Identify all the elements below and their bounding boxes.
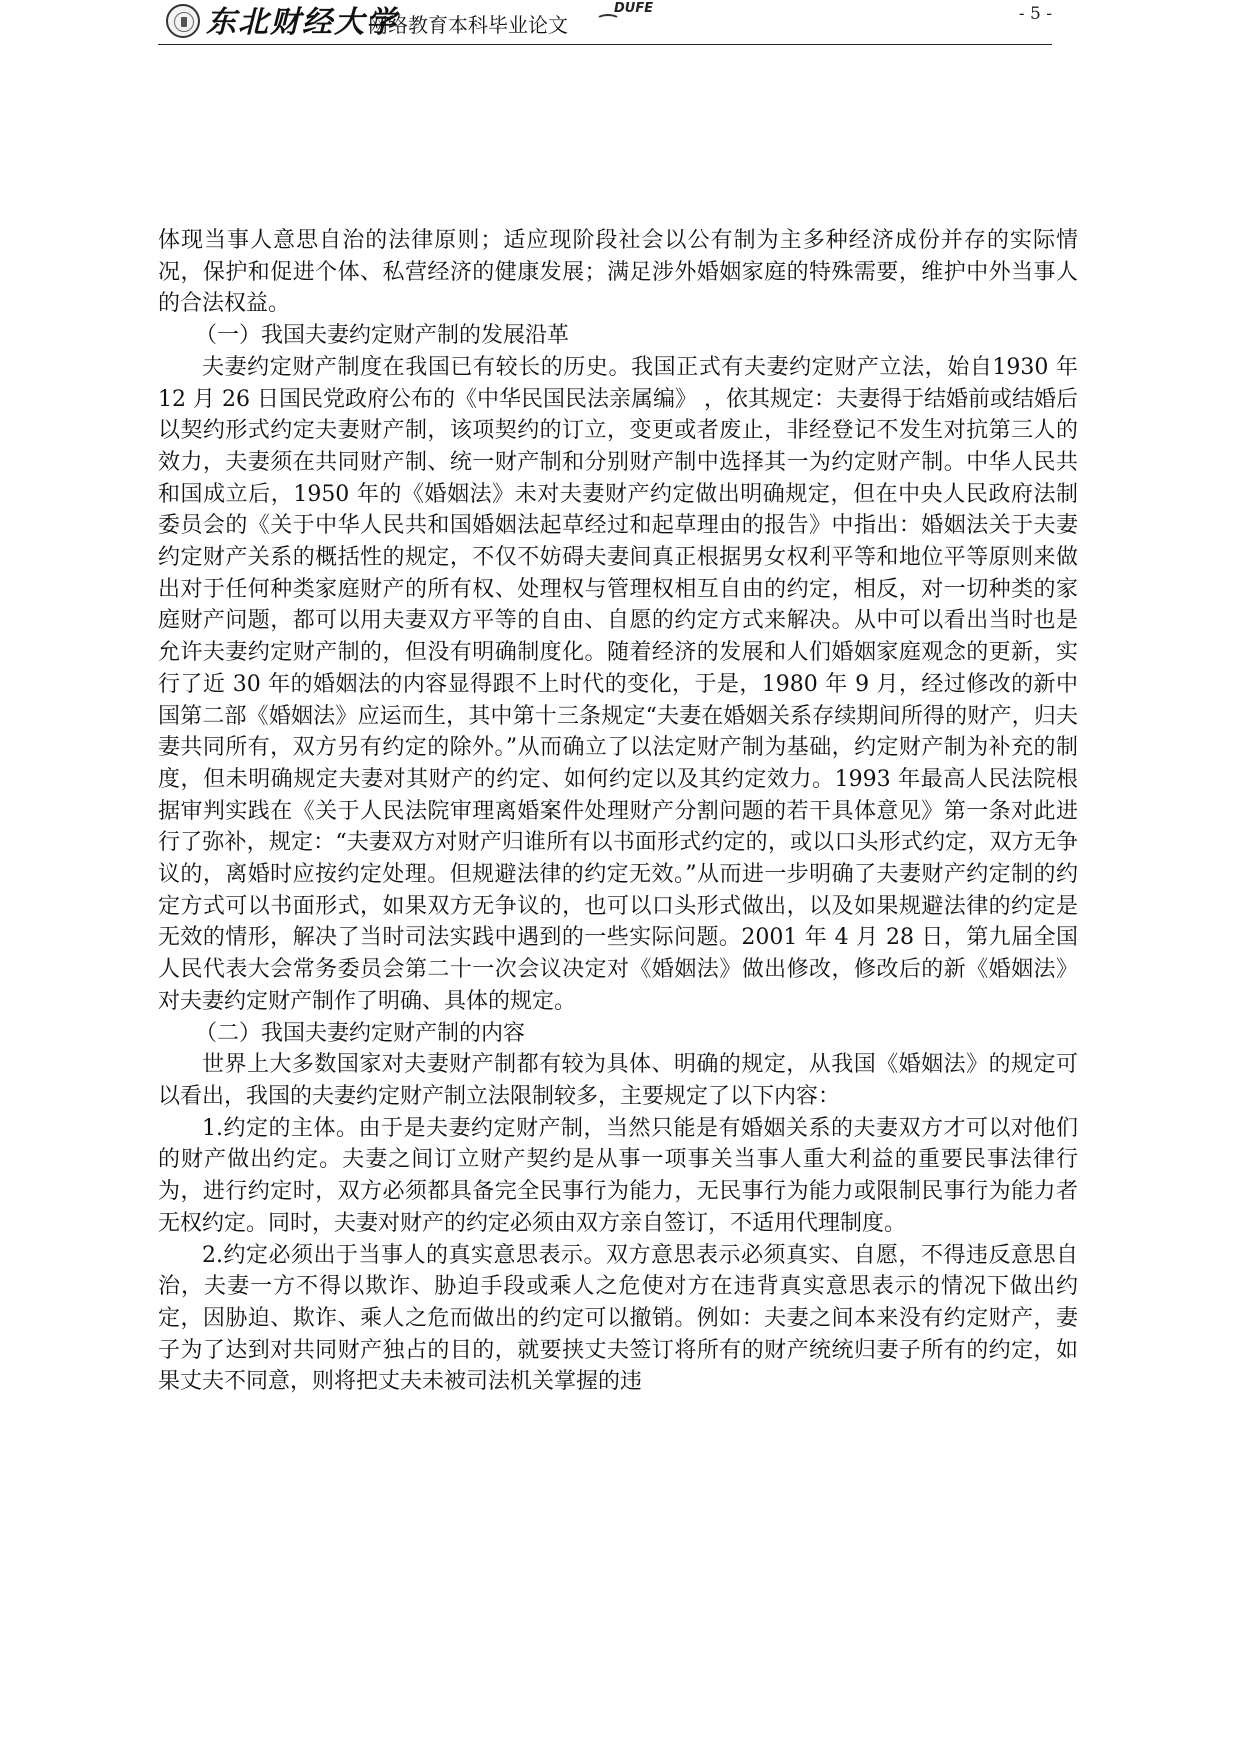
page-number: - 5 - <box>1018 4 1052 24</box>
university-name: 东北财经大学 <box>206 5 398 40</box>
dufe-emblem-icon <box>596 2 658 26</box>
paragraph: 体现当事人意思自治的法律原则；适应现阶段社会以公有制为主多种经济成份并存的实际情况，保护和促进个体、私营经济的健康发展；满足涉外婚姻家庭的特殊需要，维护中外当事人的合法权益。 <box>158 228 1078 317</box>
body-text <box>158 225 1078 1398</box>
university-seal-icon <box>166 4 200 38</box>
page-header <box>158 0 1052 45</box>
paragraph: 世界上大多数国家对夫妻财产制都有较为具体、明确的规定，从我国《婚姻法》的规定可以看出，我国的夫妻约定财产制立法限制较多，主要规定了以下内容： <box>158 1052 1078 1109</box>
section-heading: （一）我国夫妻约定财产制的发展沿革 <box>195 323 570 349</box>
section-heading: （二）我国夫妻约定财产制的内容 <box>195 1020 526 1046</box>
paragraph: 夫妻约定财产制度在我国已有较长的历史。我国正式有夫妻约定财产立法，始自1930 年 12 月 26 日国民党政府公布的《中华民国民法亲属编》 ，依其规定：夫妻得于结婚前或结婚后以契约形式约定夫妻财产制，该项契约的订立，变更或者废止，非经登记不发生对抗第三人的效力，夫妻须在共同财产制、统一财产制和分别财产制中选择其一为约定财产制。中华人民共和国成立后，1950 年的《婚姻法》未对夫妻财产约定做出明确规定，但在中央人民政府法制委员会的《关于中华人民共和国婚姻法起草经过和起草理由的报告》中指出：婚姻法关于夫妻约定财产关系的概括性的规定，不仅不妨碍夫妻间真正根据男女权利平等和地位平等原则来做出对于任何种类家庭财产的所有权、处理权与管理权相互自由的约定，相反，对一切种类的家庭财产问题，都可以用夫妻双方平等的自由、自愿的约定方式来解决。从中可以看出当时也是允许夫妻约定财产制的，但没有明确制度化。随着经济的发展和人们婚姻家庭观念的更新，实行了近 30 年的婚姻法的内容显得跟不上时代的变化，于是，1980 年 9 月，经过修改的新中国第二部《婚姻法》应运而生，其中第十三条规定“夫妻在婚姻关系存续期间所得的财产，归夫妻共同所有，双方另有约定的除外。”从而确立了以法定财产制为基础，约定财产制为补充的制度，但未明确规定夫妻对其财产的约定、如何约定以及其约定效力。1993 年最高人民法院根据审判实践在《关于人民法院审理离婚案件处理财产分割问题的若干具体意见》第一条对此进行了弥补，规定：“夫妻双方对财产归谁所有以书面形式约定的，或以口头形式约定，双方无争议的，离婚时应按约定处理。但规避法律的约定无效。”从而进一步明确了夫妻财产约定制的约定方式可以书面形式，如果双方无争议的，也可以口头形式做出，以及如果规避法律的约定是无效的情形，解决了当时司法实践中遇到的一些实际问题。2001 年 4 月 28 日，第九届全国人民代表大会常务委员会第二十一次会议决定对《婚姻法》做出修改，修改后的新《婚姻法》对夫妻约定财产制作了明确、具体的规定。 <box>158 354 1078 1014</box>
paragraph: 2.约定必须出于当事人的真实意思表示。双方意思表示必须真实、自愿，不得违反意思自治，夫妻一方不得以欺诈、胁迫手段或乘人之危使对方在违背真实意思表示的情况下做出约定，因胁迫、欺诈、乘人之危而做出的约定可以撤销。例如：夫妻之间本来没有约定财产，妻子为了达到对共同财产独占的目的，就要挟丈夫签订将所有的财产统统归妻子所有的约定，如果丈夫不同意，则将把丈夫未被司法机关掌握的违 <box>158 1242 1078 1395</box>
emblem-text: DUFE <box>614 1 654 16</box>
paragraph: 1.约定的主体。由于是夫妻约定财产制，当然只能是有婚姻关系的夫妻双方才可以对他们的财产做出约定。夫妻之间订立财产契约是从事一项事关当事人重大利益的重要民事法律行为，进行约定时，双方必须都具备完全民事行为能力，无民事行为能力或限制民事行为能力者无权约定。同时，夫妻对财产的约定必须由双方亲自签订，不适用代理制度。 <box>158 1115 1078 1236</box>
thesis-type: 网络教育本科毕业论文 <box>368 13 568 37</box>
